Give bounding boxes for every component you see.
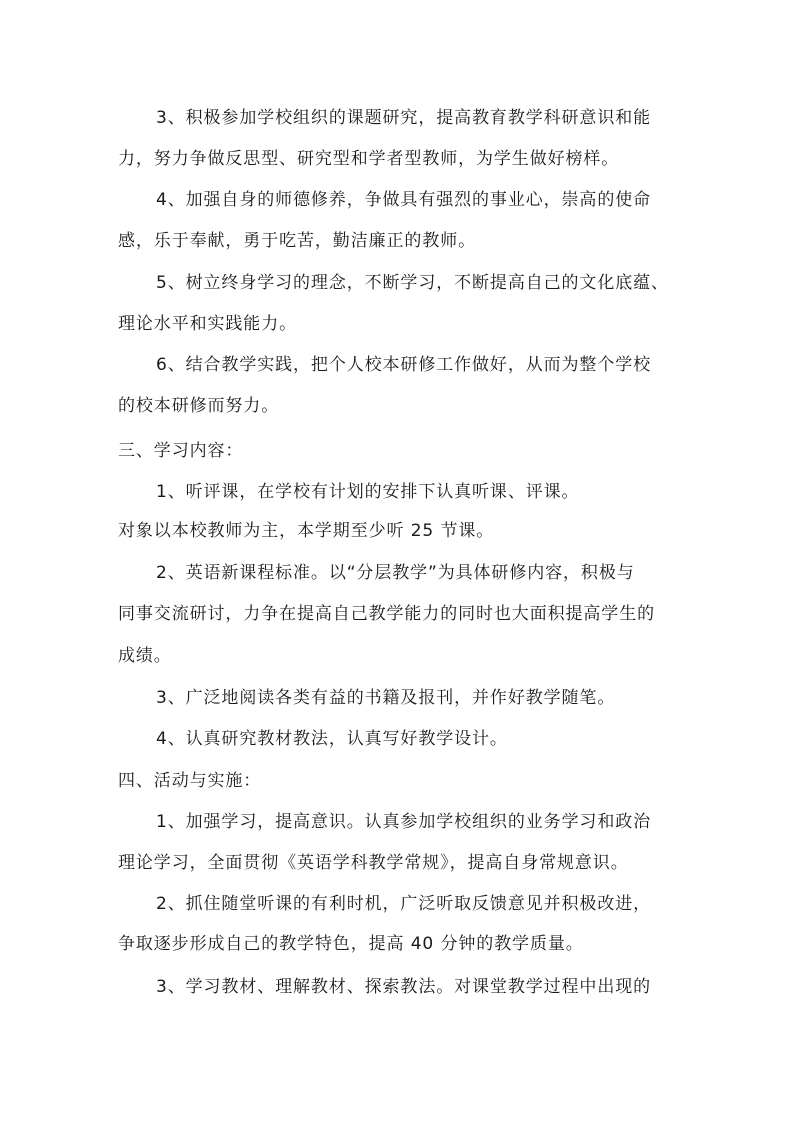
text-line: 对象以本校教师为主，本学期至少听 25 节课。: [118, 521, 495, 541]
text-line: 4、认真研究教材教法，认真写好教学设计。: [156, 729, 508, 749]
text-line: 2、英语新课程标准。以“分层教学”为具体研修内容，积极与: [156, 563, 635, 583]
text-line: 5、树立终身学习的理念，不断学习，不断提高自己的文化底蕴、: [156, 273, 669, 293]
text-line: 3、广泛地阅读各类有益的书籍及报刊，并作好教学随笔。: [156, 688, 616, 708]
text-line: 理论水平和实践能力。: [118, 314, 297, 334]
section-heading: 四、活动与实施：: [118, 771, 262, 791]
text-line: 3、学习教材、理解教材、探索教法。对课堂教学过程中出现的: [156, 977, 652, 997]
text-line: 1、听评课，在学校有计划的安排下认真听课、评课。: [156, 482, 580, 502]
text-line: 6、结合教学实践，把个人校本研修工作做好，从而为整个学校: [156, 355, 652, 375]
text-line: 4、加强自身的师德修养，争做具有强烈的事业心，崇高的使命: [156, 190, 652, 210]
text-line: 理论学习，全面贯彻《英语学科教学常规》，提高自身常规意识。: [118, 853, 629, 873]
section-heading: 三、学习内容：: [118, 441, 244, 461]
text-line: 的校本研修而努力。: [118, 396, 280, 416]
text-line: 2、抓住随堂听课的有利时机，广泛听取反馈意见并积极改进，: [156, 894, 652, 914]
text-line: 争取逐步形成自己的教学特色，提高 40 分钟的教学质量。: [118, 934, 584, 954]
text-line: 力，努力争做反思型、研究型和学者型教师，为学生做好榜样。: [118, 149, 620, 169]
text-line: 同事交流研讨，力争在提高自己教学能力的同时也大面积提高学生的: [118, 604, 655, 624]
text-line: 感，乐于奉献，勇于吃苦，勤洁廉正的教师。: [118, 231, 476, 251]
text-line: 1、加强学习，提高意识。认真参加学校组织的业务学习和政治: [156, 812, 652, 832]
text-line: 3、积极参加学校组织的课题研究，提高教育教学科研意识和能: [156, 108, 652, 128]
text-line: 成绩。: [118, 646, 172, 666]
